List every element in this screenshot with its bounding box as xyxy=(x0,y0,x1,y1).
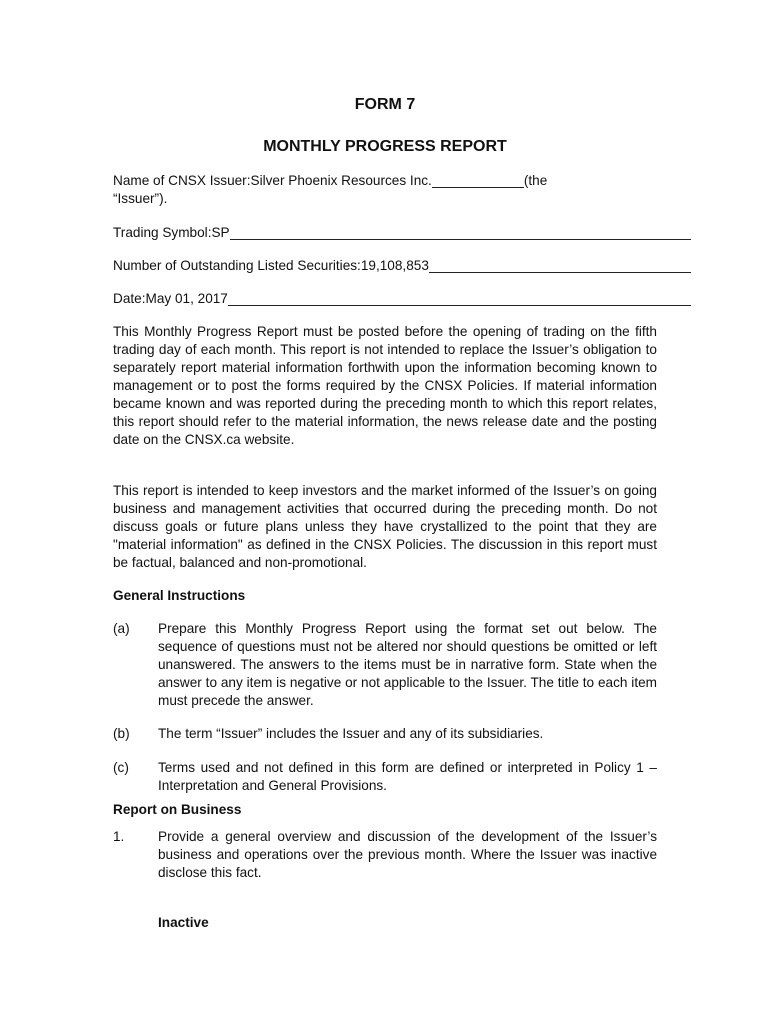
report-item-text: Provide a general overview and discussion of the development of the Issuer’s business and operations over the previous month. Where the Issuer was inactive disclose this fact. xyxy=(158,829,657,880)
issuer-name-continuation xyxy=(113,190,691,208)
intro-paragraph-posting: This Monthly Progress Report must be posted before the opening of trading on the fifth trading day of each month. This report is not intended to replace the Issuer’s obligation to separately report material information forthwith upon the information becoming known to management or to post the forms required by the CNSX Policies. If material information became known and was reported during the preceding month to which this report relates, this report should refer to the material information, the news release date and the posting date on the CNSX.ca website. xyxy=(113,324,657,447)
trading-symbol-blank xyxy=(230,225,691,240)
issuer-name-label: Name of CNSX Issuer: xyxy=(113,173,251,188)
outstanding-securities-label: Number of Outstanding Listed Securities: xyxy=(113,258,361,273)
issuer-name-suffix: (the xyxy=(523,173,548,188)
issuer-name-blank xyxy=(432,173,524,188)
instruction-item xyxy=(113,725,657,743)
form-number: FORM 7 xyxy=(354,96,416,113)
instruction-text: Terms used and not defined in this form are defined or interpreted in Policy 1 – Interpretation and General Provisions. xyxy=(158,760,657,793)
report-answer: Inactive xyxy=(158,915,209,930)
instruction-label: (a) xyxy=(113,621,130,636)
trading-symbol-value: SP xyxy=(211,225,230,240)
instruction-text: The term “Issuer” includes the Issuer and any of its subsidiaries. xyxy=(158,726,544,741)
intro-paragraph-purpose: This report is intended to keep investors and the market informed of the Issuer’s on going business and management activities that occurred during the preceding month. Do not discuss goals or future plans unless they have crystallized to the point that they are "material information" as defined in the CNSX Policies. The discussion in this report must be factual, balanced and non-promotional. xyxy=(113,483,657,570)
date-field xyxy=(113,290,691,308)
instruction-label: (b) xyxy=(113,726,130,741)
report-item xyxy=(113,828,657,882)
report-on-business-heading: Report on Business xyxy=(113,802,242,817)
instruction-item xyxy=(113,759,657,795)
trading-symbol-label: Trading Symbol: xyxy=(113,225,212,240)
general-instructions-heading: General Instructions xyxy=(113,588,246,603)
outstanding-securities-field xyxy=(113,257,691,275)
issuer-name-value: Silver Phoenix Resources Inc. xyxy=(250,173,432,188)
trading-symbol-field xyxy=(113,224,691,242)
issuer-name-field xyxy=(113,172,691,190)
form-title: MONTHLY PROGRESS REPORT xyxy=(263,138,507,155)
outstanding-securities-value: 19,108,853 xyxy=(360,258,429,273)
instruction-text: Prepare this Monthly Progress Report using the format set out below. The sequence of questions must not be altered nor should questions be omitted or left unanswered. The answers to the items must be in narrative form. State when the answer to any item is negative or not applicable to the Issuer. The title to each item must precede the answer. xyxy=(158,621,657,708)
instruction-item xyxy=(113,620,657,710)
outstanding-securities-blank xyxy=(429,258,691,273)
date-value: May 01, 2017 xyxy=(145,291,228,306)
date-label: Date: xyxy=(113,291,146,306)
issuer-defined-term: “Issuer”). xyxy=(113,191,168,206)
report-item-label: 1. xyxy=(113,829,125,844)
date-blank xyxy=(228,291,691,306)
instruction-label: (c) xyxy=(113,760,129,775)
